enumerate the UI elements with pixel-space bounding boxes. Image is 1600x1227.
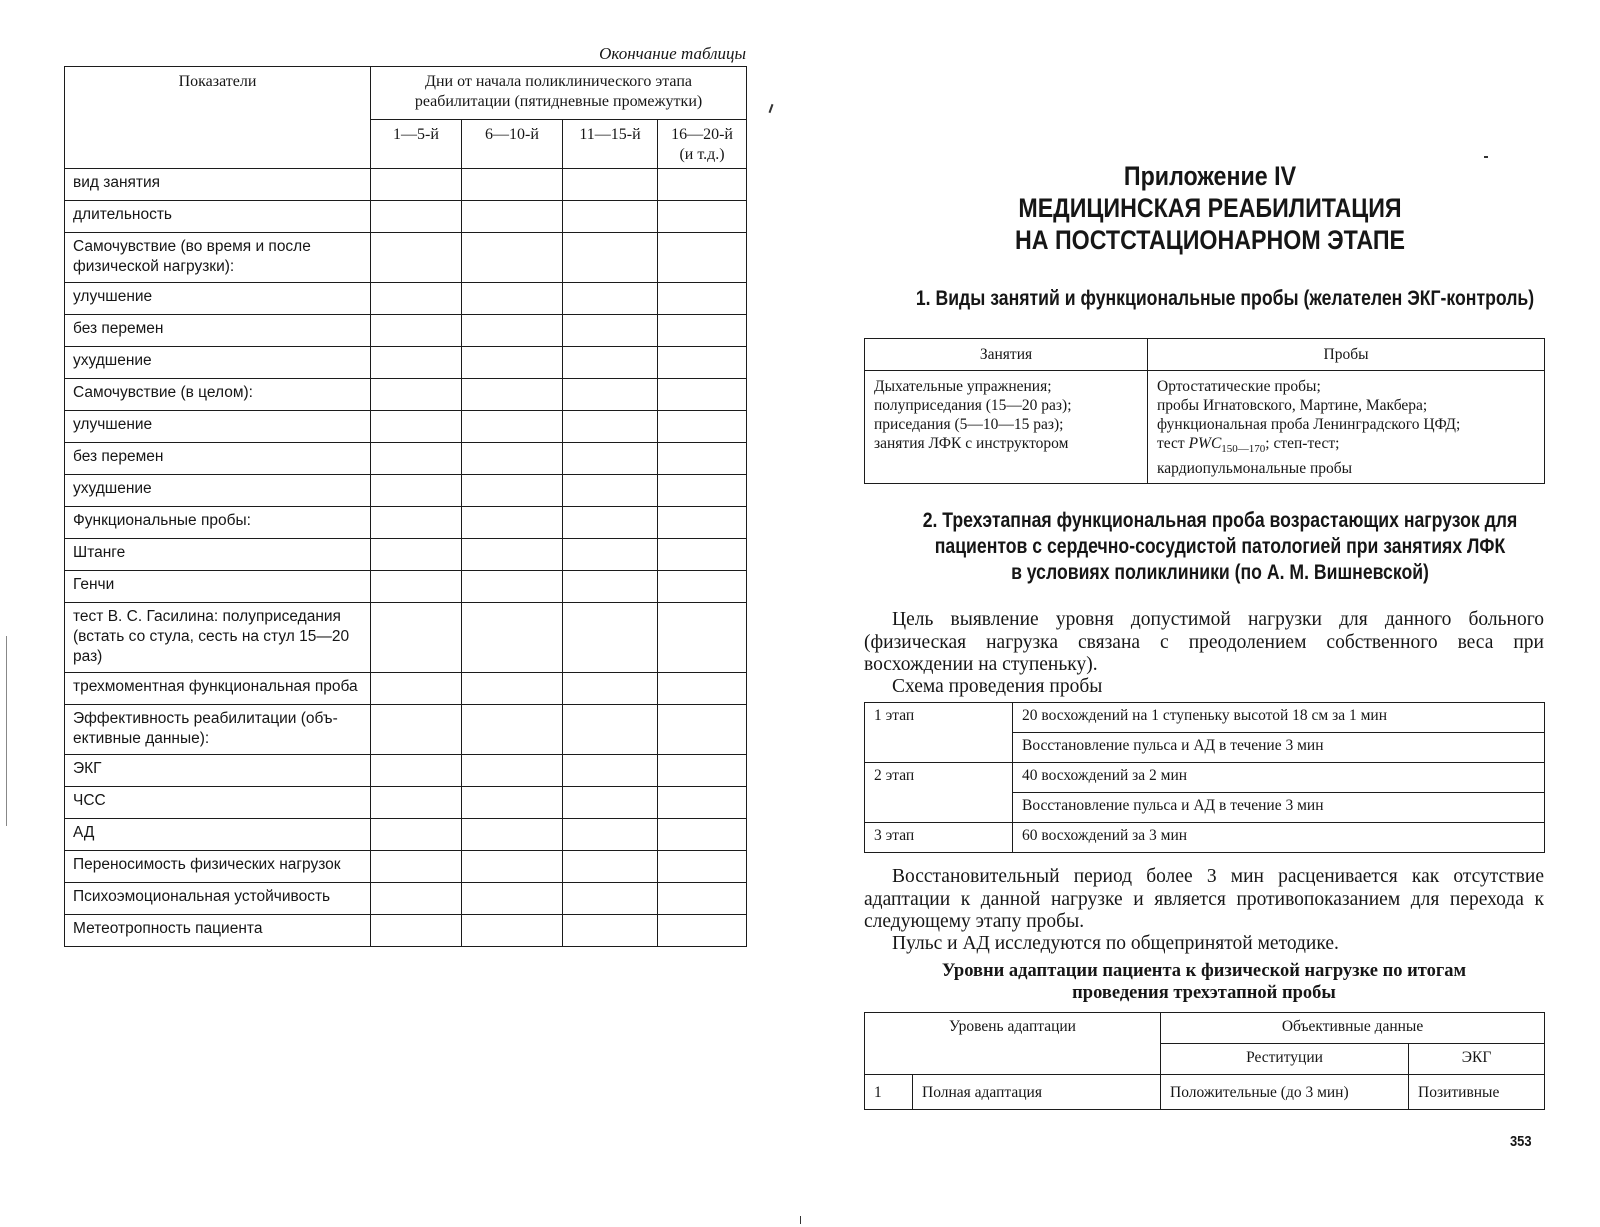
activity-item: приседания (5—10—15 раз); [874, 416, 1064, 433]
period-cell [462, 411, 563, 443]
activity-item: занятия ЛФК с инструктором [874, 435, 1069, 452]
period-cell [462, 379, 563, 411]
period-cell [658, 443, 747, 475]
header-indicators: Показатели [65, 67, 371, 169]
period-cell [462, 169, 563, 201]
table-row [65, 347, 747, 379]
appendix-title: Приложение IV [1123, 161, 1297, 191]
period-cell [658, 819, 747, 851]
indicator-label: без перемен [65, 443, 371, 475]
period-cell [563, 443, 658, 475]
period-header: 6—10-й [462, 120, 563, 169]
levels-table-title [864, 960, 1544, 1004]
period-header: 11—15-й [563, 120, 658, 169]
section-2-title-line: пациентов с сердечно-сосудистой патологией при занятиях ЛФК [934, 535, 1506, 558]
period-header: 16—20-й (и т.д.) [658, 120, 747, 169]
ecg-cell: Позитивные [1409, 1075, 1545, 1110]
period-cell [462, 315, 563, 347]
stage-cell: 3 этап [865, 823, 1013, 853]
period-cell [563, 755, 658, 787]
scan-mark [800, 1216, 801, 1224]
table-row [65, 315, 747, 347]
scan-mark [6, 636, 7, 826]
test-item: Ортостатические пробы; [1157, 378, 1321, 395]
period-cell [563, 201, 658, 233]
period-cell [563, 347, 658, 379]
period-cell [371, 315, 462, 347]
period-cell [563, 915, 658, 947]
period-cell [658, 705, 747, 755]
table-row [65, 571, 747, 603]
section-2-title-line: в условиях поликлиники (по А. М. Вишневской) [1011, 561, 1429, 584]
period-cell [658, 507, 747, 539]
period-cell [371, 507, 462, 539]
indicator-label: ухудшение [65, 475, 371, 507]
table-row [65, 851, 747, 883]
period-cell [462, 673, 563, 705]
period-cell [371, 819, 462, 851]
table-row [65, 915, 747, 947]
section-2-title-line: 2. Трехэтапная функциональная проба возрастающих нагрузок для [922, 509, 1518, 532]
scan-mark [1484, 156, 1488, 158]
row-number: 1 [865, 1075, 913, 1110]
period-cell [658, 201, 747, 233]
period-cell [371, 347, 462, 379]
appendix-heading [909, 160, 1511, 256]
table-row [65, 283, 747, 315]
period-cell [658, 379, 747, 411]
main-title-line: МЕДИЦИНСКАЯ РЕАБИЛИТАЦИЯ [1018, 193, 1402, 223]
table-row [65, 411, 747, 443]
table-row [65, 603, 747, 673]
period-cell [563, 169, 658, 201]
period-cell [563, 411, 658, 443]
period-cell [658, 283, 747, 315]
table-row [65, 201, 747, 233]
recovery-paragraph: Восстановительный период более 3 мин расценивается как отсутствие адаптации к данной нагрузке и является противопоказанием для перехода к следующему этапу пробы. [864, 866, 1544, 932]
period-cell [563, 507, 658, 539]
table-row [65, 819, 747, 851]
table-row [65, 233, 747, 283]
period-cell [563, 233, 658, 283]
period-cell [658, 673, 747, 705]
period-cell [371, 443, 462, 475]
indicator-label: длительность [65, 201, 371, 233]
indicator-label: без перемен [65, 315, 371, 347]
period-cell [658, 233, 747, 283]
indicator-label: вид занятия [65, 169, 371, 201]
period-cell [658, 539, 747, 571]
indicator-label: улучшение [65, 283, 371, 315]
indicator-label: улучшение [65, 411, 371, 443]
indicator-label: тест В. С. Гасилина: полуприседания (встать со стула, сесть на стул 15—20 раз) [65, 603, 371, 673]
indicator-label: трехмоментная функциональная проба [65, 673, 371, 705]
header-activities: Занятия [865, 339, 1148, 371]
restitution-cell: Положительные (до 3 мин) [1161, 1075, 1409, 1110]
method-paragraph: Пульс и АД исследуются по общепринятой методике. [892, 933, 1339, 954]
period-cell [371, 233, 462, 283]
period-cell [371, 883, 462, 915]
period-cell [371, 705, 462, 755]
period-cell [462, 787, 563, 819]
pwc-name: PWC [1188, 435, 1222, 452]
period-cell [658, 915, 747, 947]
indicator-label: ухудшение [65, 347, 371, 379]
table-row [65, 443, 747, 475]
period-cell [658, 787, 747, 819]
period-cell [563, 539, 658, 571]
test-item: кардиопульмональные пробы [1157, 460, 1353, 478]
period-cell [658, 571, 747, 603]
table-body [65, 169, 747, 947]
period-cell [462, 819, 563, 851]
table-row [65, 883, 747, 915]
header-ecg: ЭКГ [1409, 1044, 1545, 1075]
period-cell [371, 851, 462, 883]
header-days: Дни от начала поликлинического этапа реабилитации (пятидневные промежутки) [371, 67, 747, 120]
test-item: пробы Игнатовского, Мартине, Макбера; [1157, 397, 1428, 414]
pwc-range: 150—170 [1221, 443, 1266, 456]
period-header: 1—5-й [371, 120, 462, 169]
period-cell [371, 411, 462, 443]
period-cell [658, 755, 747, 787]
levels-title-line: проведения трехэтапной пробы [1072, 983, 1336, 1003]
stage-cell: 2 этап [865, 763, 1013, 823]
stage-cell: 1 этап [865, 703, 1013, 763]
indicator-label: Психоэмоциональная устойчивость [65, 883, 371, 915]
level-cell: Полная адаптация [913, 1075, 1161, 1110]
table-row [65, 507, 747, 539]
period-cell [658, 411, 747, 443]
period-cell [462, 233, 563, 283]
period-cell [371, 201, 462, 233]
period-cell [563, 475, 658, 507]
pwc-suffix: ; степ-тест; [1265, 435, 1340, 452]
period-cell [658, 603, 747, 673]
adaptation-levels-table [864, 1012, 1545, 1110]
period-cell [371, 539, 462, 571]
period-cell [371, 283, 462, 315]
period-cell [462, 603, 563, 673]
table-row [865, 371, 1545, 484]
period-cell [371, 603, 462, 673]
table-row [65, 705, 747, 755]
load-cell: 60 восхождений за 3 мин [1013, 823, 1545, 853]
section-1-title: 1. Виды занятий и функциональные пробы (желателен ЭКГ-контроль) [915, 287, 1535, 310]
header-level: Уровень адаптации [865, 1013, 1161, 1075]
levels-title-line: Уровни адаптации пациента к физической нагрузке по итогам [941, 961, 1467, 981]
load-cell: 40 восхождений за 2 мин [1013, 763, 1545, 793]
recovery-cell: Восстановление пульса и АД в течение 3 мин [1013, 733, 1545, 763]
period-cell [462, 201, 563, 233]
period-cell [371, 169, 462, 201]
period-cell [563, 883, 658, 915]
period-cell [462, 347, 563, 379]
indicator-label: ЧСС [65, 787, 371, 819]
section-2-title [850, 508, 1589, 586]
period-cell [371, 571, 462, 603]
period-cell [371, 787, 462, 819]
period-cell [462, 915, 563, 947]
period-cell [462, 755, 563, 787]
scan-mark [769, 104, 774, 113]
purpose-paragraph: Цель выявление уровня допустимой нагрузки для данного больного (физическая нагрузка связана с преодолением собственного веса при восхождении на ступеньку). [864, 609, 1544, 675]
monitoring-table [64, 66, 747, 947]
period-cell [462, 539, 563, 571]
indicator-label: Штанге [65, 539, 371, 571]
period-cell [462, 851, 563, 883]
tests-cell [1148, 371, 1545, 484]
indicator-label: ЭКГ [65, 755, 371, 787]
period-cell [563, 705, 658, 755]
period-cell [563, 571, 658, 603]
period-cell [563, 315, 658, 347]
activity-item: Дыхательные упражнения; [874, 378, 1052, 395]
table-header-row [865, 1013, 1545, 1044]
table-header-row [865, 339, 1545, 371]
header-tests: Пробы [1148, 339, 1545, 371]
table-row [865, 1075, 1545, 1110]
test-scheme-table [864, 702, 1545, 853]
activities-tests-table [864, 338, 1545, 484]
table-header-row [65, 67, 747, 120]
period-cell [462, 571, 563, 603]
period-cell [462, 883, 563, 915]
indicator-label: Эффективность реабилитации (объ-ективные данные): [65, 705, 371, 755]
indicator-label: Самочувствие (во время и после физической нагрузки): [65, 233, 371, 283]
period-cell [563, 851, 658, 883]
period-cell [658, 883, 747, 915]
scheme-label: Схема проведения пробы [892, 676, 1103, 697]
period-cell [462, 507, 563, 539]
period-cell [563, 379, 658, 411]
test-item-pwc [1157, 434, 1535, 459]
indicator-label: АД [65, 819, 371, 851]
pwc-prefix: тест [1157, 435, 1189, 452]
main-title-line: НА ПОСТСТАЦИОНАРНОМ ЭТАПЕ [1014, 225, 1406, 255]
table-continuation-note: Окончание таблицы [599, 44, 746, 63]
activity-item: полуприседания (15—20 раз); [874, 397, 1072, 414]
period-cell [371, 379, 462, 411]
period-cell [563, 787, 658, 819]
table-row [65, 539, 747, 571]
indicator-label: Метеотропность пациента [65, 915, 371, 947]
period-cell [658, 315, 747, 347]
period-cell [462, 475, 563, 507]
period-cell [658, 169, 747, 201]
period-cell [563, 819, 658, 851]
period-cell [371, 475, 462, 507]
indicator-label: Переносимость физических нагрузок [65, 851, 371, 883]
table-row [65, 755, 747, 787]
period-cell [563, 603, 658, 673]
table-row [65, 673, 747, 705]
indicator-label: Самочувствие (в целом): [65, 379, 371, 411]
period-cell [563, 283, 658, 315]
table-row [865, 823, 1545, 853]
period-cell [658, 475, 747, 507]
load-cell: 20 восхождений на 1 ступеньку высотой 18 см за 1 мин [1013, 703, 1545, 733]
page-number: 353 [1510, 1133, 1532, 1150]
table-row [65, 475, 747, 507]
table-row [865, 763, 1545, 793]
test-item: функциональная проба Ленинградского ЦФД; [1157, 416, 1461, 433]
indicator-label: Генчи [65, 571, 371, 603]
period-cell [371, 755, 462, 787]
period-cell [462, 705, 563, 755]
table-row [865, 703, 1545, 733]
header-objective: Объективные данные [1161, 1013, 1545, 1044]
table-row [65, 169, 747, 201]
period-cell [658, 851, 747, 883]
period-cell [658, 347, 747, 379]
activities-cell [865, 371, 1148, 484]
period-cell [371, 673, 462, 705]
recovery-cell: Восстановление пульса и АД в течение 3 мин [1013, 793, 1545, 823]
indicator-label: Функциональные пробы: [65, 507, 371, 539]
header-restitution: Реституции [1161, 1044, 1409, 1075]
period-cell [371, 915, 462, 947]
table-row [65, 379, 747, 411]
period-cell [462, 283, 563, 315]
period-cell [563, 673, 658, 705]
table-row [65, 787, 747, 819]
period-cell [462, 443, 563, 475]
